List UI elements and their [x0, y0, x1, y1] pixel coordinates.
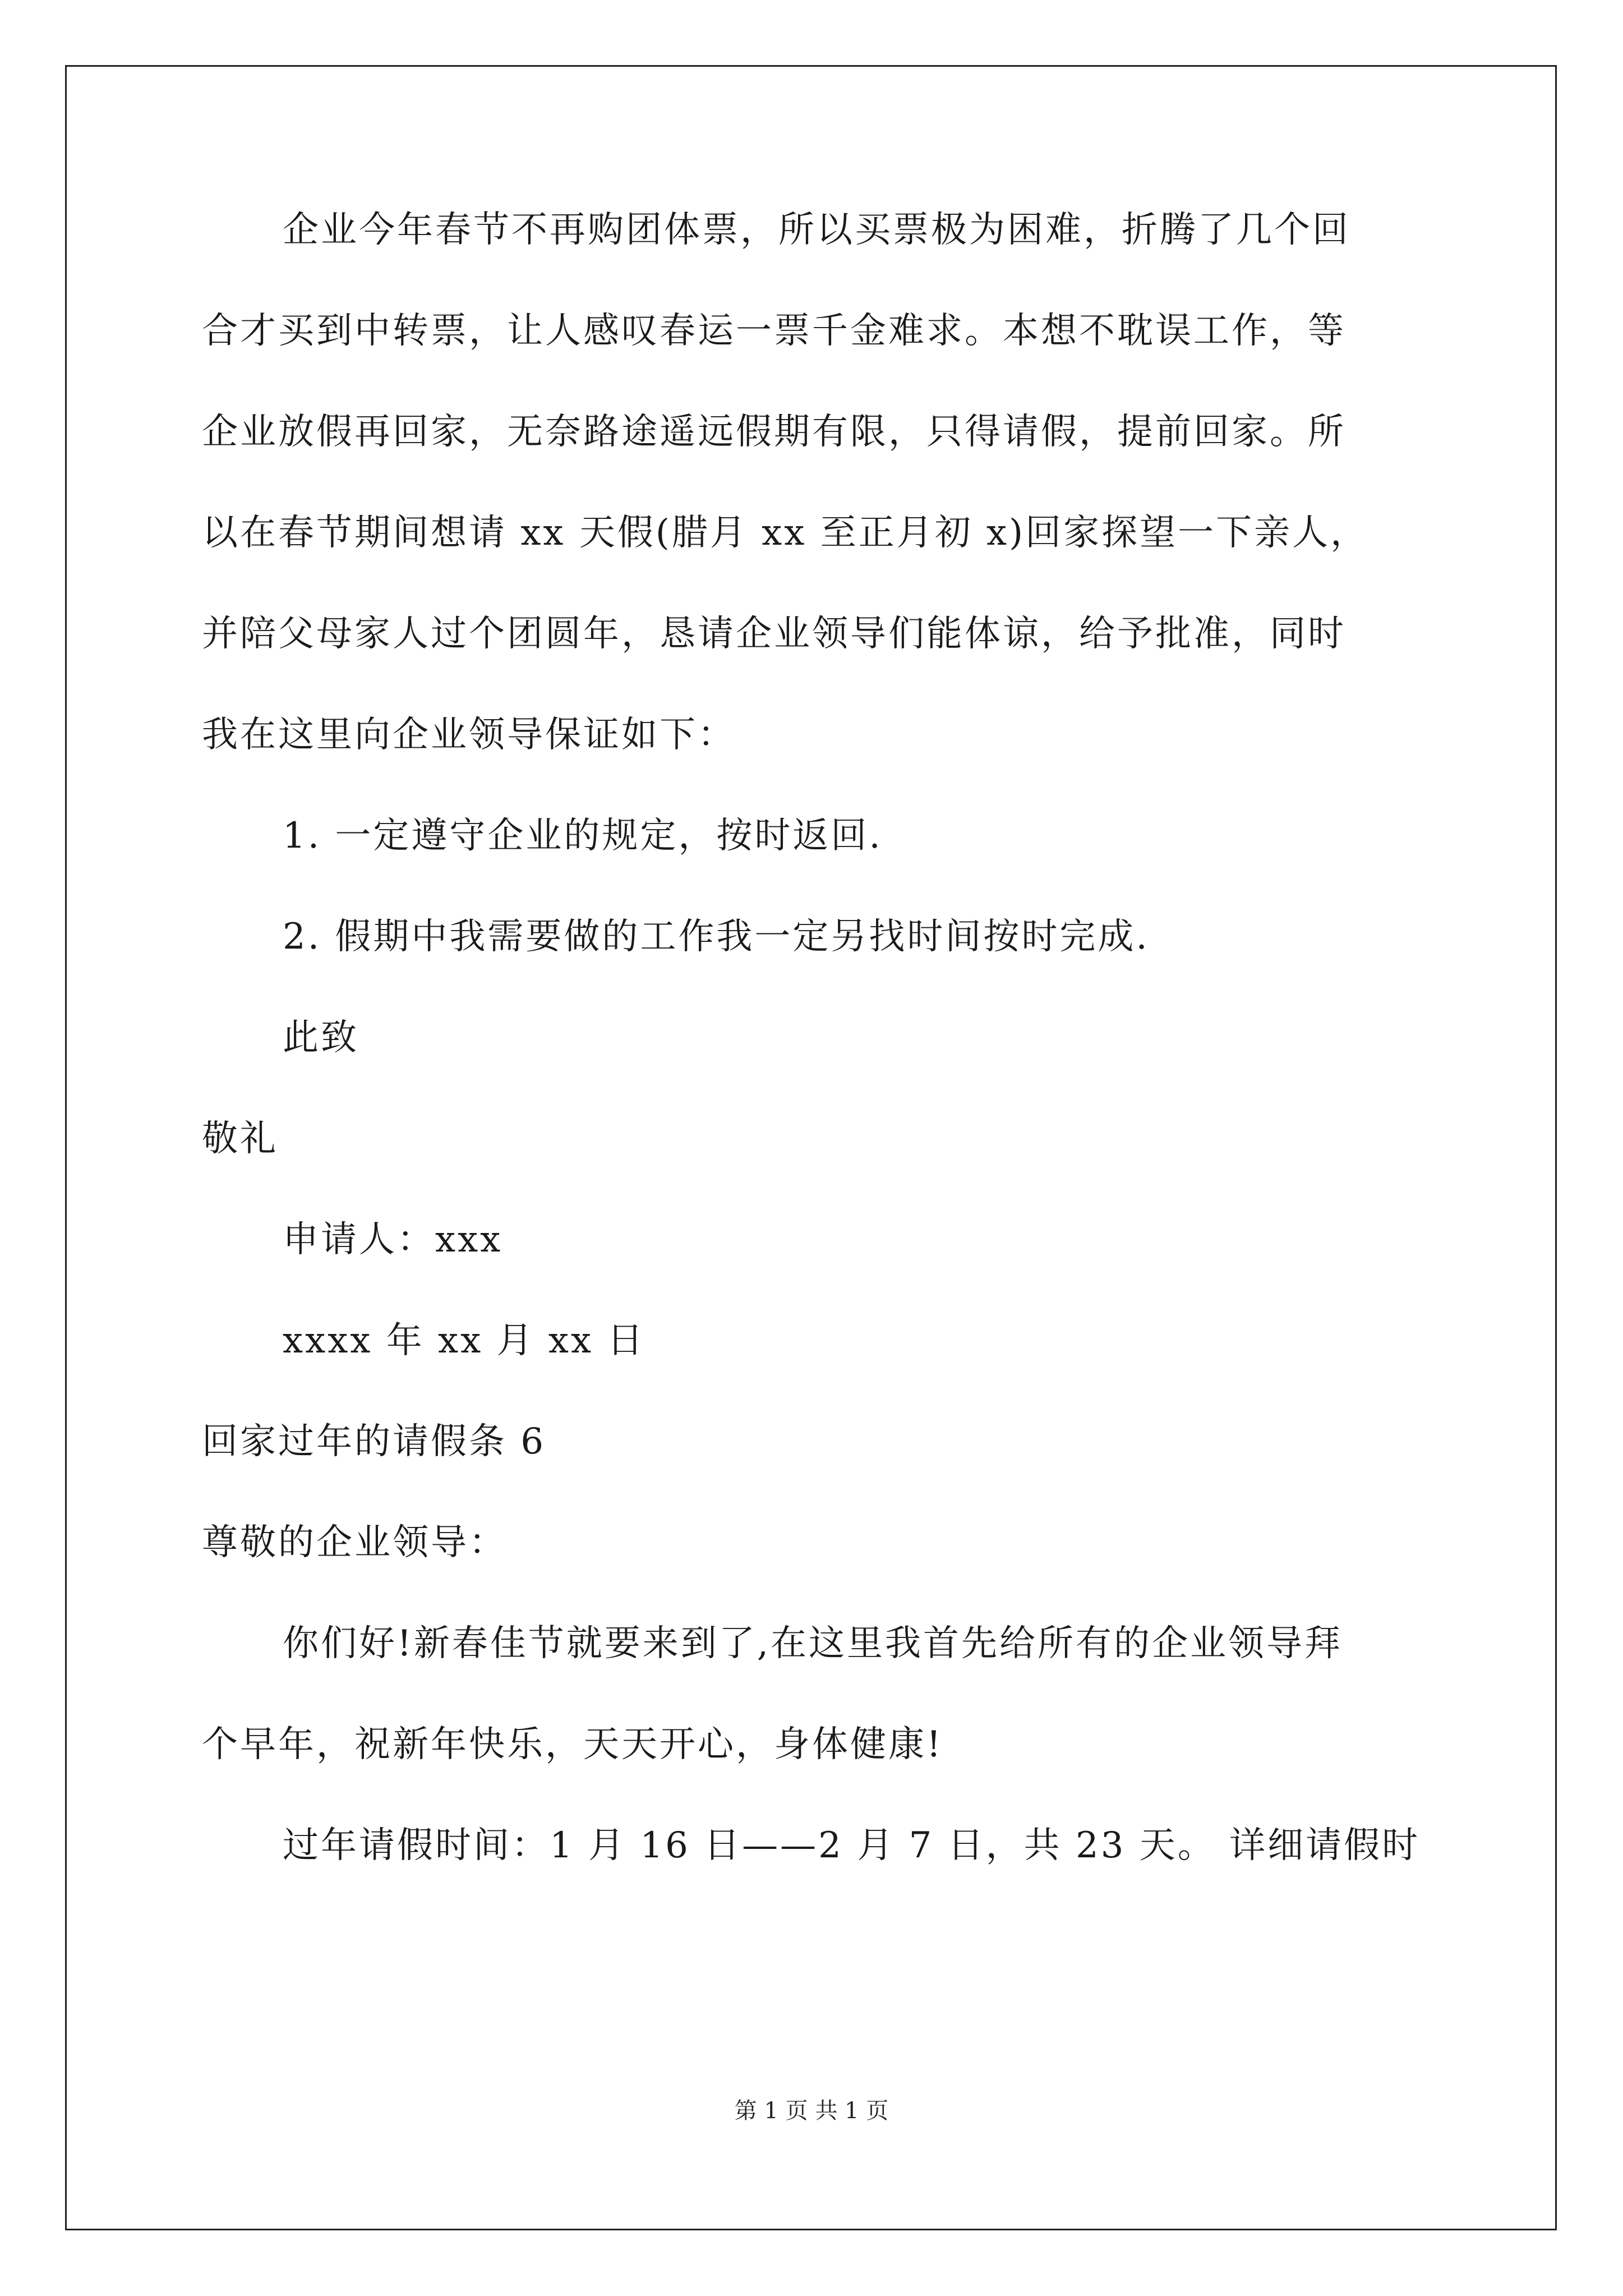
paragraph-line: 过年请假时间：1 月 16 日——2 月 7 日，共 23 天。 详细请假时 [283, 1825, 1421, 1866]
paragraph-line: 并陪父母家人过个团圆年，恳请企业领导们能体谅，给予批准，同时 [202, 613, 1346, 655]
greeting: 尊敬的企业领导： [202, 1522, 507, 1563]
paragraph-line: 以在春节期间想请 xx 天假(腊月 xx 至正月初 x)回家探望一下亲人， [202, 512, 1369, 554]
closing-salutation: 此致 [283, 1017, 359, 1059]
closing-regards: 敬礼 [202, 1118, 278, 1159]
section-heading: 回家过年的请假条 6 [202, 1421, 546, 1462]
paragraph-line: 企业今年春节不再购团体票，所以买票极为困难，折腾了几个回 [283, 209, 1350, 251]
date-line: xxxx 年 xx 月 xx 日 [283, 1320, 645, 1361]
paragraph-line: 企业放假再回家，无奈路途遥远假期有限，只得请假，提前回家。所 [202, 411, 1346, 453]
page-footer: 第 1 页 共 1 页 [734, 2098, 889, 2124]
paragraph-line: 我在这里向企业领导保证如下： [202, 714, 736, 756]
paragraph-line: 合才买到中转票，让人感叹春运一票千金难求。本想不耽误工作，等 [202, 310, 1346, 352]
paragraph-line: 个早年，祝新年快乐，天天开心，身体健康! [202, 1724, 943, 1765]
list-item: 2. 假期中我需要做的工作我一定另找时间按时完成. [283, 916, 1150, 958]
paragraph-line: 你们好!新春佳节就要来到了,在这里我首先给所有的企业领导拜 [283, 1623, 1343, 1664]
applicant-line: 申请人：xxx [283, 1219, 503, 1260]
list-item: 1. 一定遵守企业的规定，按时返回. [283, 815, 883, 857]
page-border [65, 65, 1557, 2230]
